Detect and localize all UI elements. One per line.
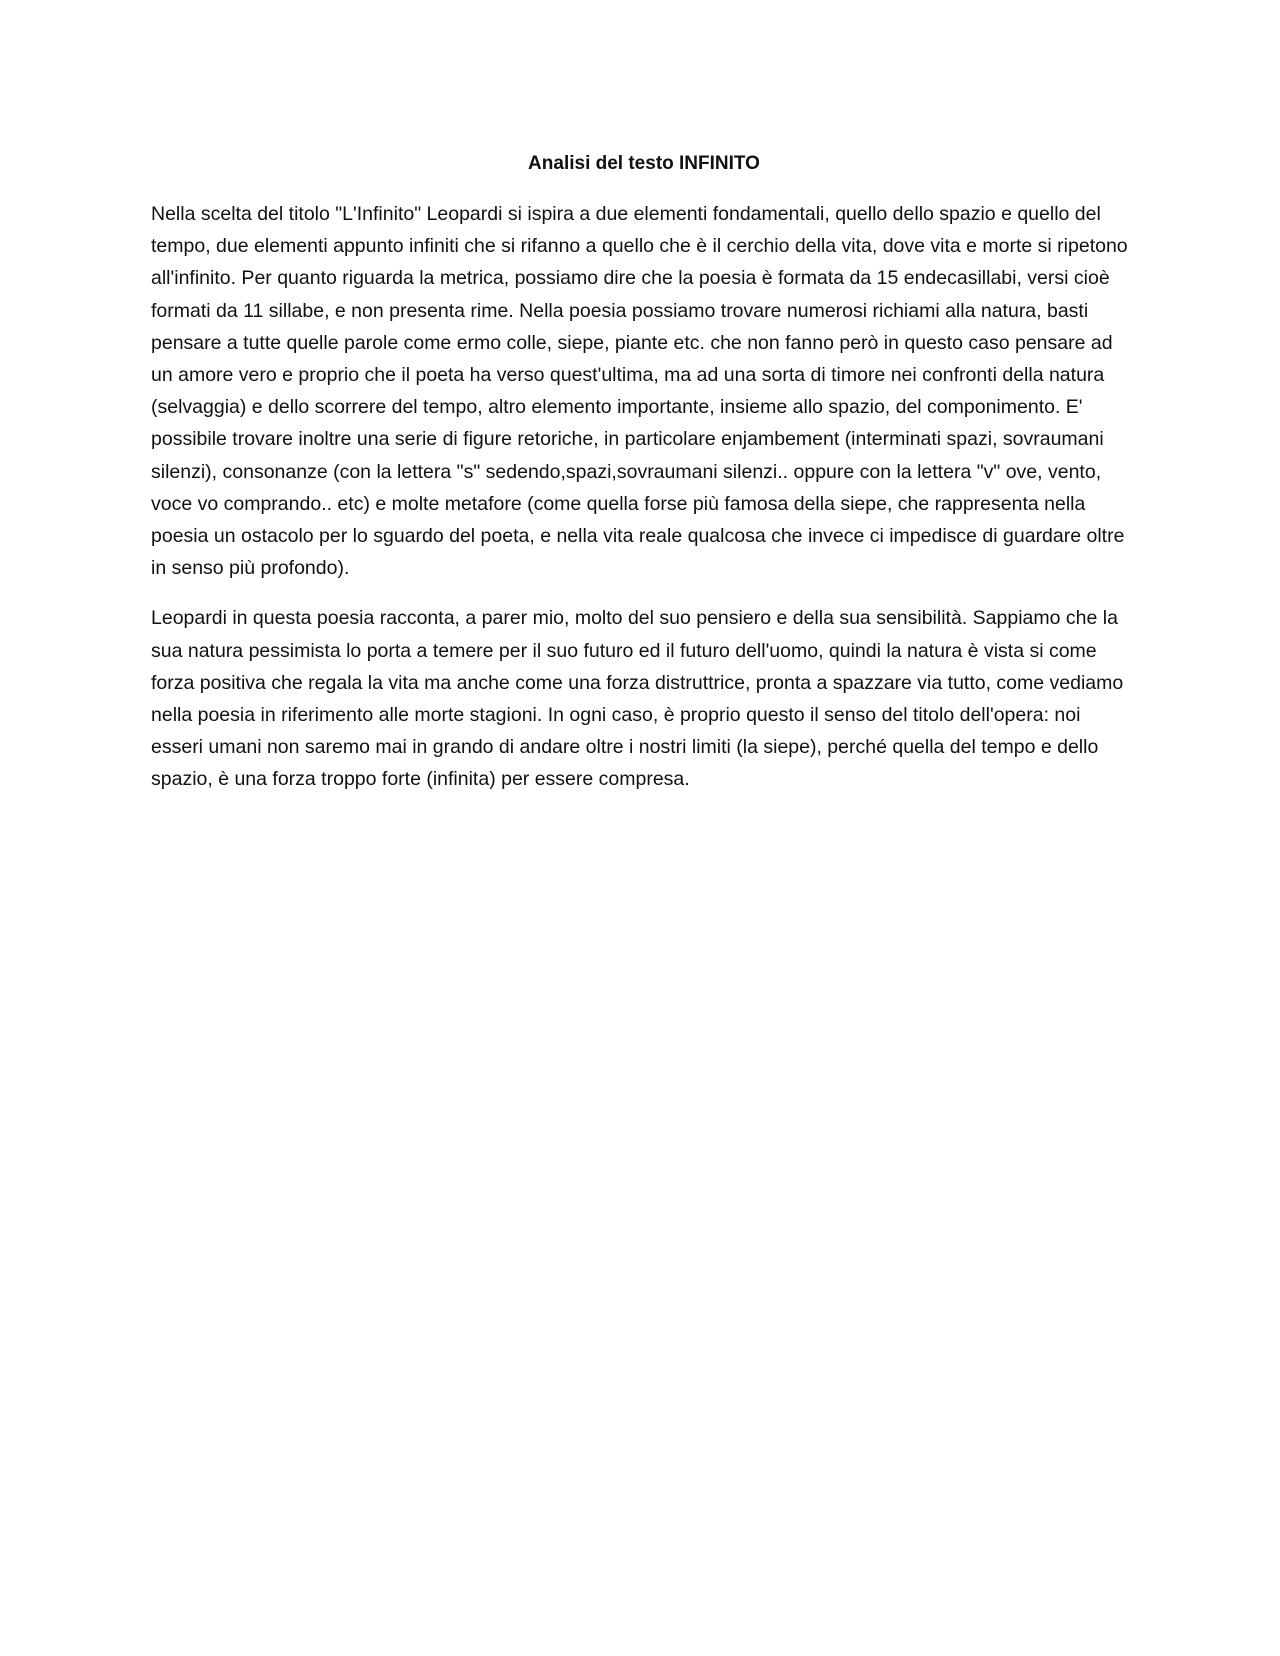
document-body — [151, 148, 1137, 814]
document-title: Analisi del testo INFINITO — [528, 153, 760, 174]
paragraph-analysis: Nella scelta del titolo "L'Infinito" Leopardi si ispira a due elementi fondamentali, quello dello spazio e quello del tempo, due elementi appunto infiniti che si rifanno a quello che è il cerchio della vita, dove vita e morte si ripetono all'infinito. Per quanto riguarda la metrica, possiamo dire che la poesia è formata da 15 endecasillabi, versi cioè formati da 11 sillabe, e non presenta rime. Nella poesia possiamo trovare numerosi richiami alla natura, basti pensare a tutte quelle parole come ermo colle, siepe, piante etc. che non fanno però in questo caso pensare ad un amore vero e proprio che il poeta ha verso quest'ultima, ma ad una sorta di timore nei confronti della natura (selvaggia) e dello scorrere del tempo, altro elemento importante, insieme allo spazio, del componimento. E' possibile trovare inoltre una serie di figure retoriche, in particolare enjambement (interminati spazi, sovraumani silenzi), consonanze (con la lettera "s" sedendo,spazi,sovraumani silenzi.. oppure con la lettera "v" ove, vento, voce vo comprando.. etc) e molte metafore (come quella forse più famosa della siepe, che rappresenta nella poesia un ostacolo per lo sguardo del poeta, e nella vita reale qualcosa che invece ci impedisce di guardare oltre in senso più profondo). — [151, 203, 1128, 580]
paragraph-interpretation: Leopardi in questa poesia racconta, a parer mio, molto del suo pensiero e della sua sensibilità. Sappiamo che la sua natura pessimista lo porta a temere per il suo futuro ed il futuro dell'uomo, quindi la natura è vista si come forza positiva che regala la vita ma anche come una forza distruttrice, pronta a spazzare via tutto, come vediamo nella poesia in riferimento alle morte stagioni. In ogni caso, è proprio questo il senso del titolo dell'opera: noi esseri umani non saremo mai in grando di andare oltre i nostri limiti (la siepe), perché quella del tempo e dello spazio, è una forza troppo forte (infinita) per essere compresa. — [151, 607, 1124, 791]
